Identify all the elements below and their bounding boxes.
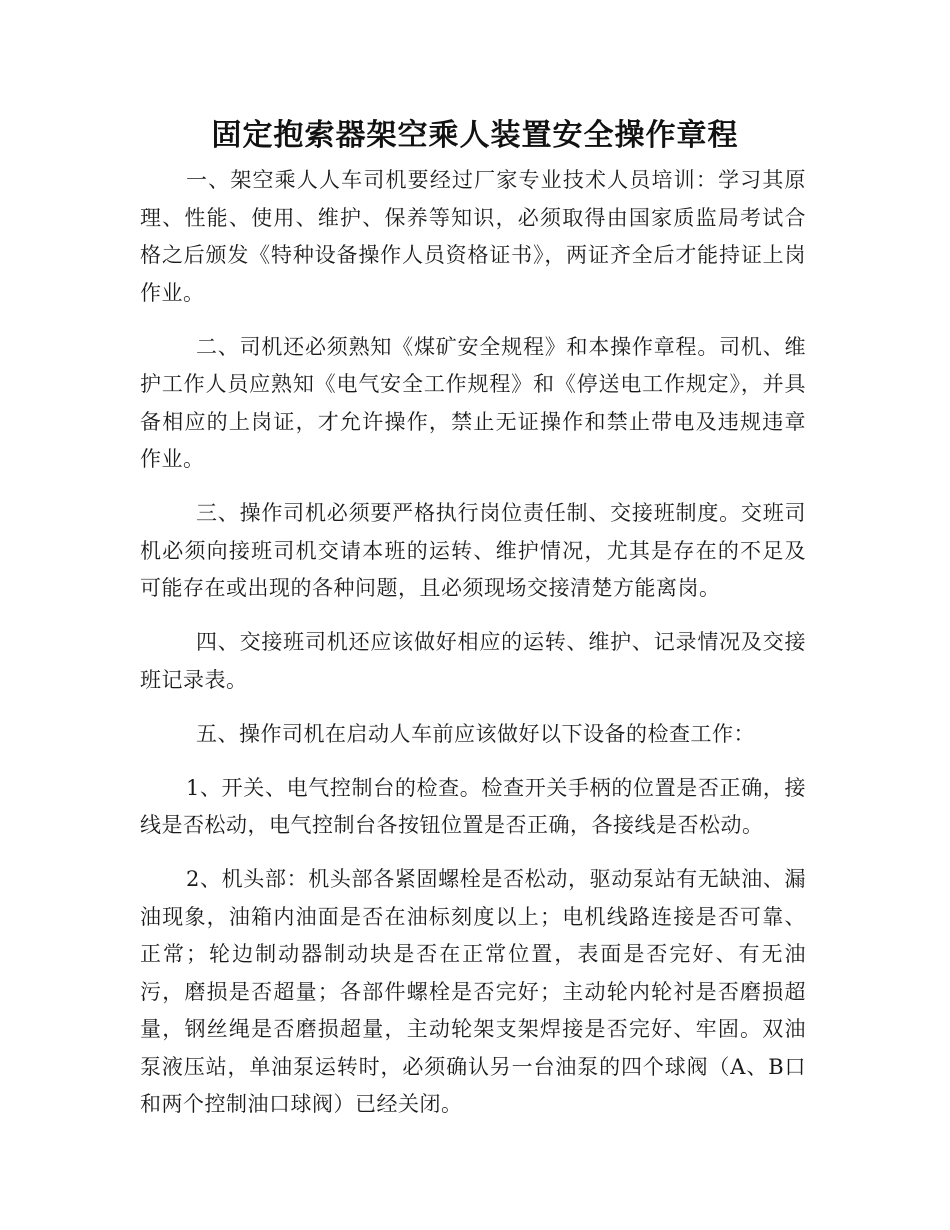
- paragraph-5-pre-start-checks: 五、操作司机在启动人车前应该做好以下设备的检查工作：: [196, 721, 755, 746]
- paragraph-item-1-switch-console: 1、开关、电气控制台的检查。检查开关手柄的位置是否正确，接线是否松动，电气控制台各按钮位置是否正确，各接线是否松动。: [140, 775, 806, 837]
- document-title: 固定抱索器架空乘人装置安全操作章程: [211, 118, 739, 153]
- paragraph-4-records: 四、交接班司机还应该做好相应的运转、维护、记录情况及交接班记录表。: [140, 630, 806, 692]
- document-body: [140, 162, 806, 1140]
- paragraph-1-training: 一、架空乘人人车司机要经过厂家专业技术人员培训：学习其原理、性能、使用、维护、保养等知识，必须取得由国家质监局考试合格之后颁发《特种设备操作人员资格证书》，两证齐全后才能持证上岗作业。: [140, 168, 806, 305]
- paragraph-2-regulations: 二、司机还必须熟知《煤矿安全规程》和本操作章程。司机、维护工作人员应熟知《电气安全工作规程》和《停送电工作规定》，并具备相应的上岗证，才允许操作，禁止无证操作和禁止带电及违规违章作业。: [140, 334, 806, 471]
- paragraph-3-shift-handover: 三、操作司机必须要严格执行岗位责任制、交接班制度。交班司机必须向接班司机交请本班的运转、维护情况，尤其是存在的不足及可能存在或出现的各种问题，且必须现场交接清楚方能离岗。: [140, 501, 806, 600]
- paragraph-item-2-drive-head: 2、机头部：机头部各紧固螺栓是否松动，驱动泵站有无缺油、漏油现象，油箱内油面是否在油标刻度以上；电机线路连接是否可靠、正常；轮边制动器制动块是否在正常位置，表面是否完好、有无油污，磨损是否超量；各部件螺栓是否完好；主动轮内轮衬是否磨损超量，钢丝绳是否磨损超量，主动轮架支架焊接是否完好、牢固。双油泵液压站，单油泵运转时，必须确认另一台油泵的四个球阀（A、B口和两个控制油口球阀）已经关闭。: [140, 867, 806, 1116]
